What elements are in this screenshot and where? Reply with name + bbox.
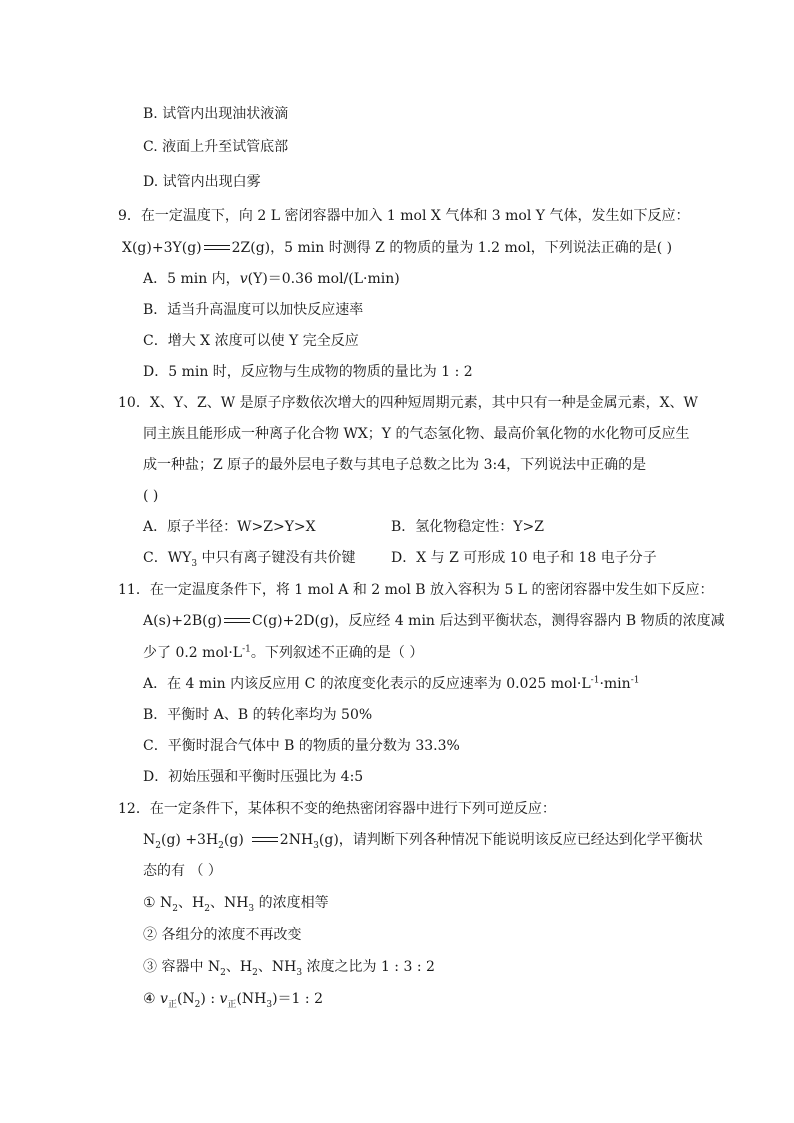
q10-answer-paren: ( ) bbox=[143, 488, 159, 504]
q12-o3-s1: 2 bbox=[220, 967, 226, 978]
q11-a-sup1: -1 bbox=[590, 675, 600, 686]
q11-option-a bbox=[143, 674, 639, 694]
prev-option-d: D. 试管内出现白雾 bbox=[143, 174, 261, 190]
q12-o4-pre: ④ bbox=[143, 991, 161, 1007]
q10-line-1: 10．X、Y、Z、W 是原子序数依次增大的四种短周期元素，其中只有一种是金属元素，X、W bbox=[118, 395, 698, 411]
q12-o1-m1: 、H bbox=[178, 895, 205, 911]
q12-o4-sub2: 正 bbox=[227, 999, 237, 1010]
q12-option-1 bbox=[143, 893, 329, 913]
q12-option-4 bbox=[143, 989, 323, 1009]
q11-option-d: D．初始压强和平衡时压强比为 4:5 bbox=[143, 769, 364, 785]
q12-eq-n: N bbox=[143, 832, 156, 848]
q11-a-pre: A．在 4 min 内该反应用 C 的浓度变化表示的反应速率为 0.025 mol·L bbox=[143, 676, 591, 692]
q12-eq-sub3: 3 bbox=[313, 840, 319, 851]
q10-c-sub: 3 bbox=[191, 558, 198, 569]
equilibrium-arrow-icon bbox=[252, 836, 278, 844]
q12-option-3 bbox=[143, 957, 435, 977]
q12-o1-m2: 、NH bbox=[209, 895, 249, 911]
q11-l3-pre: 少了 0.2 mol·L bbox=[143, 645, 243, 661]
q12-o3-m1: 、H bbox=[225, 959, 253, 975]
prev-option-b: B. 试管内出现油状液滴 bbox=[143, 106, 289, 122]
q10-c-pre: C．WY bbox=[143, 550, 192, 566]
q9-a-v: v bbox=[239, 271, 248, 287]
q11-a-sup2: -1 bbox=[630, 675, 640, 686]
q12-equation-line bbox=[143, 830, 703, 850]
q11-line-3 bbox=[143, 643, 423, 663]
q12-o4-m3: (NH bbox=[236, 991, 267, 1007]
q12-eq-sub2: 2 bbox=[218, 840, 224, 851]
q12-o1-s3: 3 bbox=[248, 903, 255, 914]
q12-o3-s3: 3 bbox=[296, 967, 303, 978]
q12-o3-post: 浓度之比为 1 : 3 : 2 bbox=[302, 959, 435, 975]
q10-option-b: B．氢化物稳定性：Y>Z bbox=[391, 519, 544, 535]
q10-line-2: 同主族且能形成一种离子化合物 WX；Y 的气态氢化物、最高价氧化物的水化物可反应生 bbox=[143, 426, 690, 442]
q12-eq-sub1: 2 bbox=[155, 840, 161, 851]
q10-c-post: 中只有离子键没有共价键 bbox=[197, 550, 356, 566]
q12-o4-m1: (N bbox=[176, 991, 195, 1007]
q12-o1-pre: ① N bbox=[143, 895, 173, 911]
q12-o3-m2: 、NH bbox=[257, 959, 297, 975]
q12-o1-post: 的浓度相等 bbox=[254, 895, 329, 911]
prev-option-c: C. 液面上升至试管底部 bbox=[143, 139, 289, 155]
q12-o4-post: )＝1 : 2 bbox=[272, 991, 323, 1007]
q9-a-post: (Y)＝0.36 mol/(L·min) bbox=[247, 271, 400, 287]
q12-o4-sub1: 正 bbox=[167, 999, 177, 1010]
q9-stem: 9．在一定温度下，向 2 L 密闭容器中加入 1 mol X 气体和 3 mol Y 气体，发生如下反应： bbox=[118, 208, 690, 224]
q12-eq-post: (g)，请判断下列各种情况下能说明该反应已经达到化学平衡状 bbox=[318, 832, 703, 848]
q11-eq-right: C(g)+2D(g)，反应经 4 min 后达到平衡状态，测得容器内 B 物质的浓度减 bbox=[252, 613, 725, 629]
q9-option-c: C．增大 X 浓度可以使 Y 完全反应 bbox=[143, 333, 359, 349]
equilibrium-arrow-icon bbox=[204, 244, 230, 252]
q9-option-b: B．适当升高温度可以加快反应速率 bbox=[143, 302, 364, 318]
q11-option-c: C．平衡时混合气体中 B 的物质的量分数为 33.3% bbox=[143, 738, 460, 754]
q9-option-d: D．5 min 时，反应物与生成物的物质的量比为 1 : 2 bbox=[143, 364, 473, 380]
q10-option-c bbox=[143, 548, 356, 568]
q12-option-2: ② 各组分的浓度不再改变 bbox=[143, 927, 302, 943]
q12-o4-m2: ) : bbox=[200, 991, 220, 1007]
q9-equation-line bbox=[122, 238, 672, 258]
q11-equation-line bbox=[143, 611, 725, 631]
q12-line-1: 12．在一定条件下，某体积不变的绝热密闭容器中进行下列可逆反应： bbox=[118, 801, 556, 817]
q12-o3-pre: ③ 容器中 N bbox=[143, 959, 221, 975]
q12-o1-s1: 2 bbox=[172, 903, 178, 914]
q11-l3-sup: -1 bbox=[242, 644, 251, 655]
q10-option-a: A．原子半径：W>Z>Y>X bbox=[143, 519, 316, 535]
q12-o4-s3: 3 bbox=[266, 999, 273, 1010]
q10-line-3: 成一种盐；Z 原子的最外层电子数与其电子总数之比为 3:4，下列说法中正确的是 bbox=[143, 457, 647, 473]
q11-l3-post: 。下列叙述不正确的是（ ） bbox=[250, 645, 424, 661]
q12-o3-s2: 2 bbox=[252, 967, 258, 978]
q12-o4-s2: 2 bbox=[194, 999, 201, 1010]
q12-o1-s2: 2 bbox=[204, 903, 210, 914]
q12-eq-nh: 2NH bbox=[279, 832, 314, 848]
equilibrium-arrow-icon bbox=[224, 617, 250, 625]
q9-a-pre: A．5 min 内， bbox=[143, 271, 240, 287]
q10-option-d: D．X 与 Z 可形成 10 电子和 18 电子分子 bbox=[391, 550, 657, 566]
q11-line-1: 11．在一定温度条件下，将 1 mol A 和 2 mol B 放入容积为 5 L 的密闭容器中发生如下反应： bbox=[118, 582, 714, 598]
q11-a-mid: ·min bbox=[599, 676, 631, 692]
q11-eq-left: A(s)+2B(g) bbox=[143, 613, 223, 629]
q9-eq-right: 2Z(g)，5 min 时测得 Z 的物质的量为 1.2 mol，下列说法正确的是( ) bbox=[231, 240, 673, 256]
q12-line-3: 态的有 （ ） bbox=[143, 863, 222, 879]
q12-o4-v2: v bbox=[219, 991, 228, 1007]
q9-eq-left: X(g)+3Y(g) bbox=[122, 240, 202, 256]
q9-option-a bbox=[143, 269, 400, 289]
q11-option-b: B．平衡时 A、B 的转化率均为 50% bbox=[143, 707, 373, 723]
q12-o4-v1: v bbox=[160, 991, 168, 1007]
q12-eq-mid: (g) +3H bbox=[160, 832, 219, 848]
q12-eq-mid2: (g) bbox=[223, 832, 244, 848]
